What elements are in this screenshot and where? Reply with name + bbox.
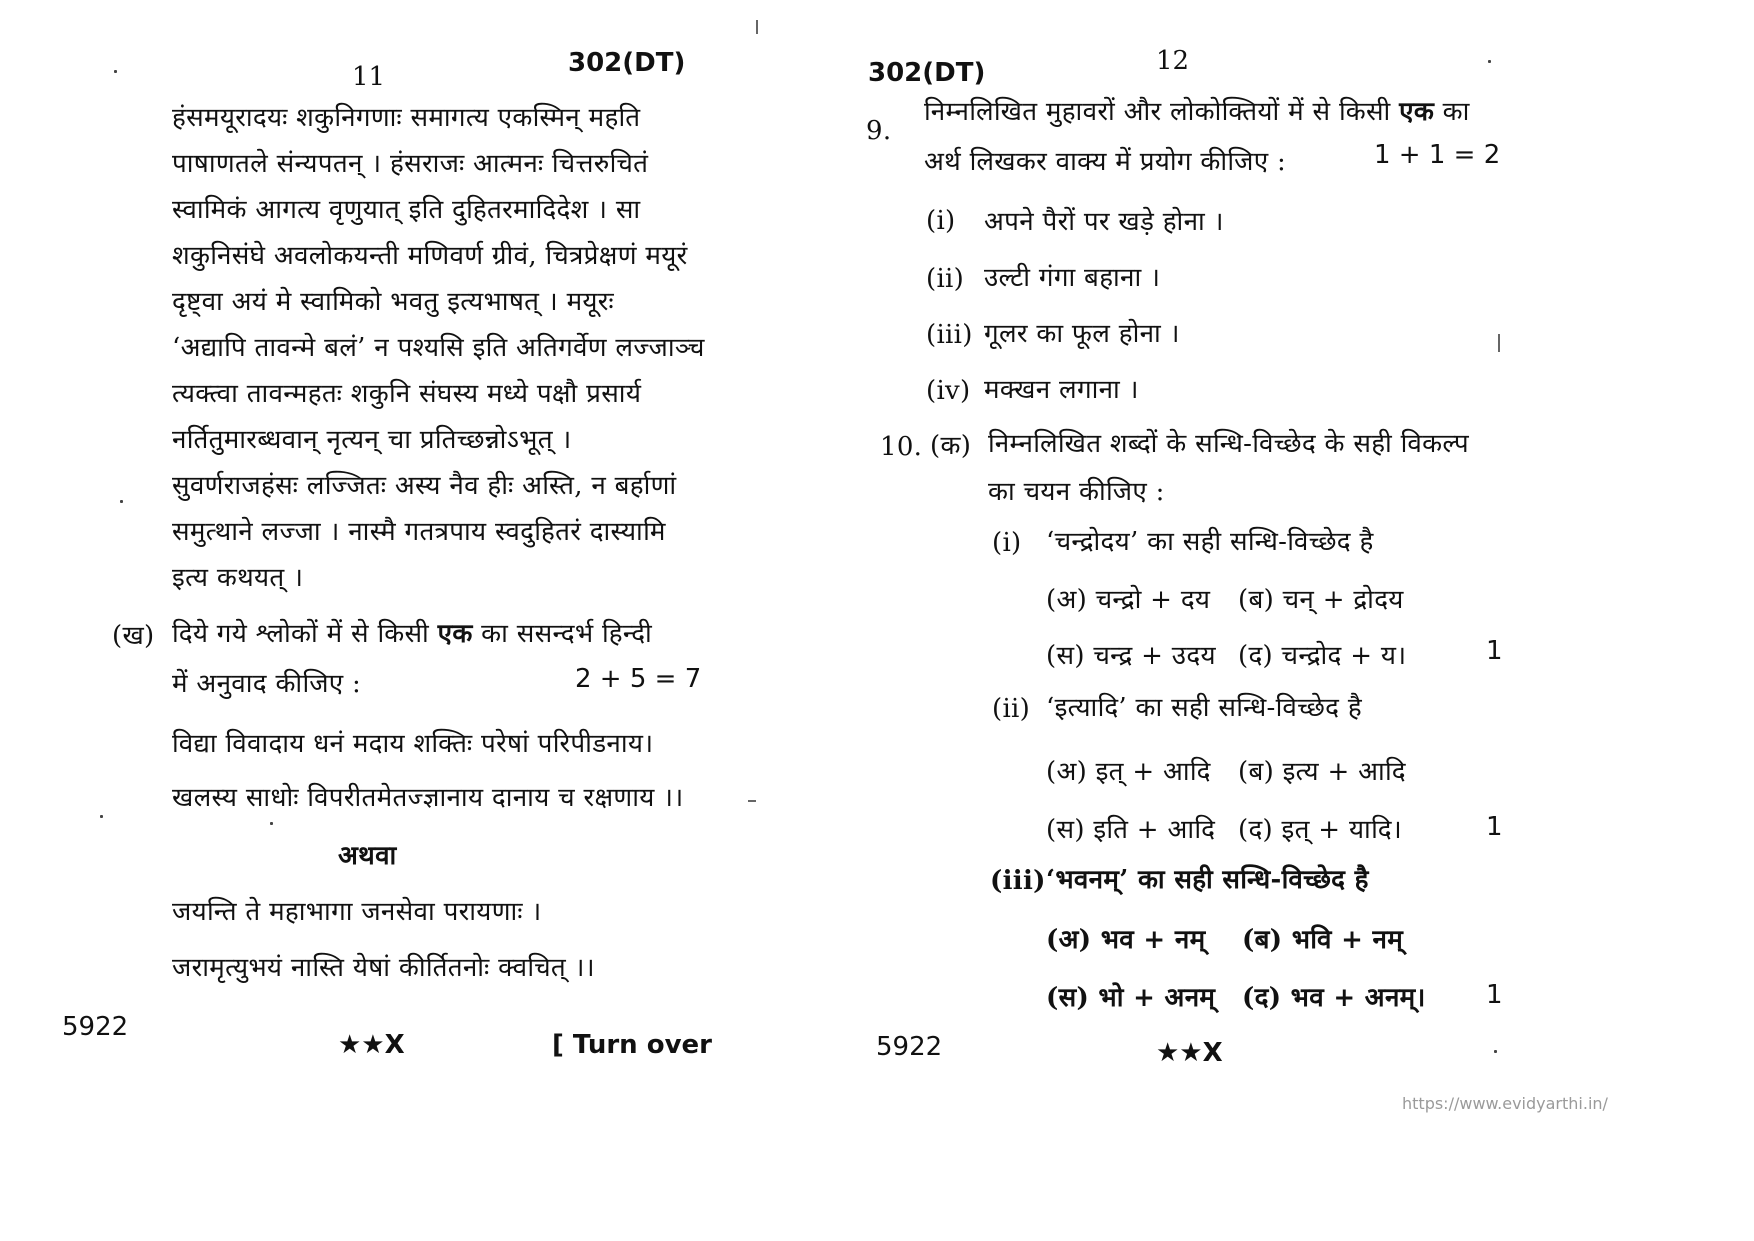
left-page-number: 11 [352,62,386,92]
q10-option: (द) चन्द्रोद + य। [1238,641,1407,671]
passage-line: इत्य कथयत् । [172,563,304,593]
scan-mark [1498,334,1500,352]
passage-line: दृष्ट्वा अयं मे स्वामिको भवतु इत्यभाषत् । मयूरः [172,287,614,317]
question-10-line1: निम्नलिखित शब्दों के सन्धि-विच्छेद के सही विकल्प [988,429,1469,459]
right-footer-mark: ★★X [1156,1038,1223,1068]
question-10-line2: का चयन कीजिए : [988,477,1165,507]
passage-line: हंसमयूरादयः शकुनिगणाः समागत्य एकस्मिन् महति [172,103,641,133]
right-page-number: 12 [1156,46,1190,76]
q10-option: (द) भव + अनम्। [1242,983,1426,1013]
q10-option: (ब) चन् + द्रोदय [1238,585,1404,615]
q10-part-marks: 1 [1486,636,1503,666]
q10-option: (ब) इत्य + आदि [1238,757,1406,787]
q10-part-question: ‘चन्द्रोदय’ का सही सन्धि-विच्छेद है [1046,527,1374,557]
scan-speck [100,815,103,818]
q10-option: (अ) इत् + आदि [1046,757,1211,787]
scan-mark [748,800,756,802]
scan-speck [1488,60,1491,63]
question-9-line2: अर्थ लिखकर वाक्य में प्रयोग कीजिए : [924,147,1287,177]
passage-line: स्वामिकं आगत्य वृणुयात् इति दुहितरमादिदेश । सा [172,195,641,225]
scan-speck [1494,1050,1497,1053]
q10-part-label: (iii) [990,866,1046,896]
shloka-line: खलस्य साधोः विपरीतमेतज्ज्ञानाय दानाय च रक्षणाय ।। [172,783,684,813]
q10-option: (स) भो + अनम् [1046,983,1216,1013]
right-paper-code: 302(DT) [868,58,986,88]
q10-part-label: (ii) [992,694,1031,724]
q9-item-label: (i) [926,206,956,236]
question-10-number: 10. [880,432,923,462]
question-kha-marks: 2 + 5 = 7 [575,664,702,694]
shloka-line: जरामृत्युभयं नास्ति येषां कीर्तितनोः क्वचित् ।। [172,953,595,983]
q9-item-label: (ii) [926,264,965,294]
q9-item-text: मक्खन लगाना । [984,375,1139,405]
question-9-number: 9. [866,116,892,146]
left-footer-mark: ★★X [338,1030,405,1060]
q10-option: (द) इत् + यादि। [1238,815,1403,845]
scan-speck [120,500,123,503]
q9-item-text: अपने पैरों पर खड़े होना । [984,207,1224,237]
passage-line: समुत्थाने लज्जा । नास्मै गतत्रपाय स्वदुहितरं दास्यामि [172,517,666,547]
q9-item-label: (iii) [926,320,973,350]
q9-item-label: (iv) [926,376,971,406]
q9-item-text: गूलर का फूल होना । [984,319,1180,349]
left-footer-code: 5922 [62,1012,129,1042]
q10-option: (अ) भव + नम् [1046,925,1206,955]
q10-option: (स) चन्द्र + उदय [1046,641,1216,671]
scan-speck [114,70,117,73]
q10-part-question: ‘भवनम्’ का सही सन्धि-विच्छेद है [1046,865,1369,895]
passage-line: त्यक्त्वा तावन्महतः शकुनि संघस्य मध्ये पक्षौ प्रसार्य [172,379,642,409]
question-9-text: निम्नलिखित मुहावरों और लोकोक्तियों में से किसी एक का [924,97,1470,127]
question-kha-line2: में अनुवाद कीजिए : [172,669,362,699]
question-9-marks: 1 + 1 = 2 [1374,140,1501,170]
q9-item-text: उल्टी गंगा बहाना । [984,263,1161,293]
passage-line: पाषाणतले संन्यपतन् । हंसराजः आत्मनः चित्तरुचितं [172,149,649,179]
q10-option: (ब) भवि + नम् [1242,925,1404,955]
watermark: https://www.evidyarthi.in/ [1402,1094,1608,1113]
passage-line: सुवर्णराजहंसः लज्जितः अस्य नैव हीः अस्ति, न बर्हाणां [172,471,677,501]
q10-part-marks: 1 [1486,812,1503,842]
q10-option: (अ) चन्द्रो + दय [1046,585,1211,615]
turn-over-label: [ Turn over [552,1030,712,1060]
passage-line: शकुनिसंघे अवलोकयन्ती मणिवर्ण ग्रीवं, चित्रप्रेक्षणं मयूरं [172,241,688,271]
q10-part-question: ‘इत्यादि’ का सही सन्धि-विच्छेद है [1046,693,1362,723]
shloka-line: विद्या विवादाय धनं मदाय शक्तिः परेषां परिपीडनाय। [172,729,654,759]
question-kha-text: दिये गये श्लोकों में से किसी एक का ससन्दर्भ हिन्दी [172,619,653,649]
shloka-line: जयन्ति ते महाभागा जनसेवा परायणाः । [172,897,542,927]
left-paper-code: 302(DT) [568,48,686,78]
right-footer-code: 5922 [876,1032,943,1062]
question-10-sub: (क) [930,431,972,461]
question-kha-label: (ख) [112,621,155,651]
scan-speck [270,822,273,825]
passage-line: नर्तितुमारब्धवान् नृत्यन् चा प्रतिच्छन्नोऽभूत् । [172,425,572,455]
scan-mark [756,20,758,34]
passage-line: ‘अद्यापि तावन्मे बलं’ न पश्यसि इति अतिगर्वेण लज्जाञ्च [172,333,705,363]
athva-heading: अथवा [338,841,397,871]
q10-option: (स) इति + आदि [1046,815,1216,845]
q10-part-label: (i) [992,528,1022,558]
q10-part-marks: 1 [1486,980,1503,1010]
